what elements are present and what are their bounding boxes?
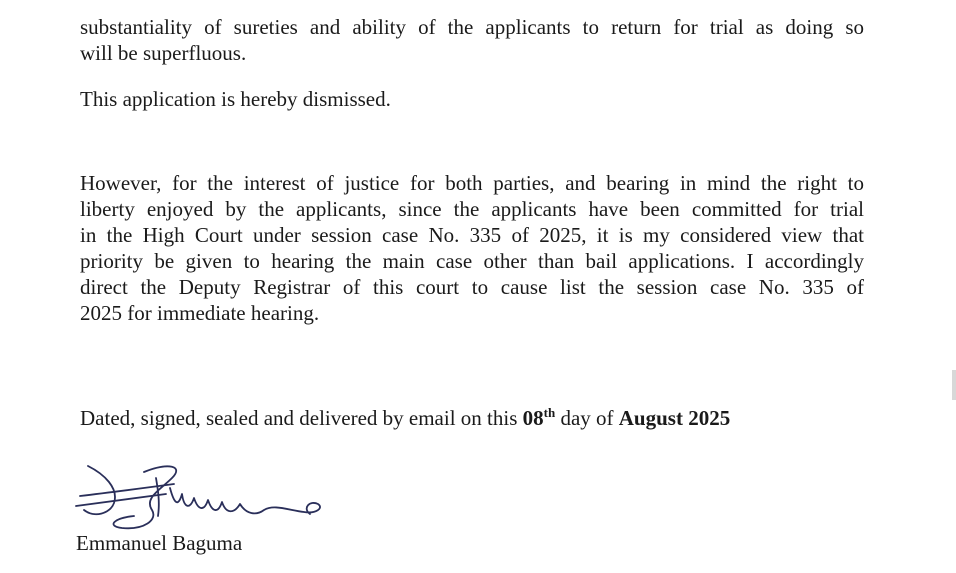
paragraph-line: will be superfluous. [80,41,247,65]
handwritten-signature [74,458,334,538]
dated-middle: day of [555,406,619,430]
dated-day: 08 [522,406,544,430]
paragraph-line: However, for the interest of justice for both parties, and bearing in mind the right to [80,171,864,195]
dated-line [80,405,820,431]
paragraph-line: in the High Court under session case No. 335 of 2025, it is my considered view that [80,223,864,247]
dated-prefix: Dated, signed, sealed and delivered by email on this [80,406,523,430]
paragraph-line: priority be given to hearing the main case other than bail applications. I accordingly [80,249,864,273]
paragraph-line: direct the Deputy Registrar of this court to cause list the session case No. 335 of [80,275,864,299]
paragraph-line: liberty enjoyed by the applicants, since the applicants have been committed for trial [80,197,864,221]
paragraph-line: This application is hereby dismissed. [80,87,391,111]
paragraph-line: substantiality of sureties and ability of the applicants to return for trial as doing so [80,15,864,39]
paragraph-dismissal [80,86,864,112]
paragraph-line: 2025 for immediate hearing. [80,301,320,325]
dated-day-suffix: th [543,405,556,420]
signer-name: Emmanuel Baguma [76,531,243,555]
dated-month-year: August 2025 [618,406,731,430]
paragraph-superfluous [80,14,864,66]
paragraph-direction [80,170,864,326]
scan-edge-artifact [952,370,956,400]
